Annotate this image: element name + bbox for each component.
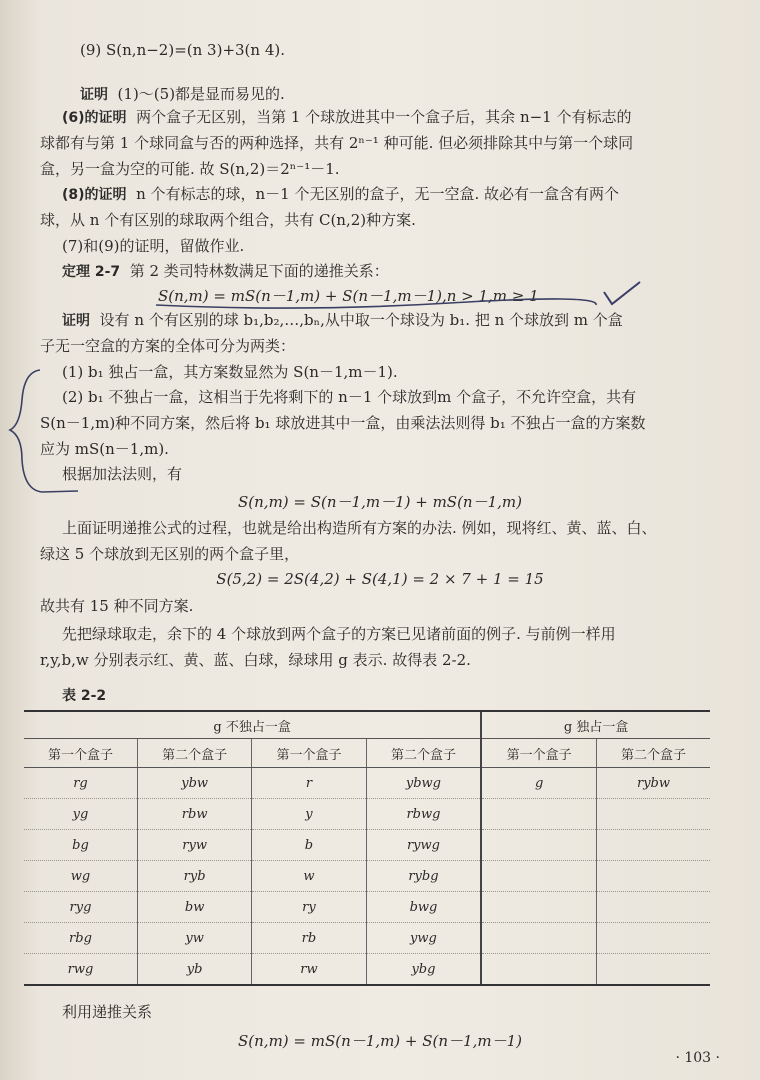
underline-mark bbox=[156, 299, 596, 308]
homework-note: (7)和(9)的证明，留做作业. bbox=[62, 237, 245, 255]
col-header: 第一个盒子 bbox=[24, 739, 137, 768]
case-2-line2: S(n－1,m)种不同方案，然后将 b₁ 球放进其中一盒，由乘法法则得 b₁ 不独占一盒的方案数 bbox=[40, 414, 646, 432]
cell: bw bbox=[137, 892, 251, 923]
page-number: · 103 · bbox=[675, 1050, 720, 1066]
proof-line2: 子无一空盒的方案的全体可分为两类： bbox=[40, 337, 296, 355]
cell: ryw bbox=[137, 830, 251, 861]
text: 设有 n 个有区别的球 b₁,b₂,…,bₙ,从中取一个球设为 b₁. 把 n 个球放到 m 个盒 bbox=[99, 311, 623, 329]
proof-6-line2: 球都有与第 1 个球同盒与否的两种选择，共有 2ⁿ⁻¹ 种可能. 但必须排除其中与第一个球同 bbox=[40, 134, 634, 152]
cell: r bbox=[252, 768, 366, 799]
label-proof-2: 证明 bbox=[62, 313, 90, 329]
text: (1)～(5)都是显而易见的. bbox=[117, 85, 285, 103]
item-9: (9) S(n,n−2)=(n 3)+3(n 4). bbox=[80, 41, 285, 59]
col-header: 第二个盒子 bbox=[366, 739, 481, 768]
formula-sum: S(n,m) = S(n－1,m－1) + mS(n－1,m) bbox=[238, 493, 522, 511]
text: n 个有标志的球，n－1 个无区别的盒子，无一空盒. 故必有一盒含有两个 bbox=[136, 185, 620, 203]
example-line4: r,y,b,w 分别表示红、黄、蓝、白球，绿球用 g 表示. 故得表 2-2. bbox=[40, 651, 471, 669]
cell: yb bbox=[137, 954, 251, 986]
cell: ybw bbox=[137, 768, 251, 799]
cell: bwg bbox=[366, 892, 481, 923]
label-theorem: 定理 2-7 bbox=[62, 264, 121, 280]
formula-s52: S(5,2) = 2S(4,2) + S(4,1) = 2 × 7 + 1 = 15 bbox=[216, 570, 544, 588]
recurrence-intro: 利用递推关系 bbox=[62, 1003, 153, 1021]
example-line3: 先把绿球取走，余下的 4 个球放到两个盒子的方案已见诸前面的例子. 与前例一样用 bbox=[62, 625, 616, 643]
group-header-g-alone: g 独占一盒 bbox=[481, 711, 710, 739]
cell: rbw bbox=[137, 799, 251, 830]
cell: ybwg bbox=[366, 768, 481, 799]
addition-rule: 根据加法法则，有 bbox=[62, 465, 183, 483]
case-2-line3: 应为 mS(n－1,m). bbox=[40, 440, 169, 458]
text: 两个盒子无区别，当第 1 个球放进其中一个盒子后，其余 n−1 个有标志的 bbox=[136, 108, 632, 126]
cell: yg bbox=[24, 799, 137, 830]
recurrence-formula: S(n,m) = mS(n－1,m) + S(n－1,m－1),n > 1,m ≥ 1 bbox=[158, 287, 539, 305]
example-line1: 上面证明递推公式的过程，也就是给出构造所有方案的办法. 例如，现将红、黄、蓝、白、 bbox=[62, 519, 657, 537]
cell: rb bbox=[252, 923, 366, 954]
cell: g bbox=[481, 768, 596, 799]
label-proof: 证明 bbox=[80, 87, 108, 103]
cell: rbwg bbox=[366, 799, 481, 830]
col-header: 第一个盒子 bbox=[252, 739, 366, 768]
example-result: 故共有 15 种不同方案. bbox=[40, 597, 194, 615]
cell: rbg bbox=[24, 923, 137, 954]
cell: rywg bbox=[366, 830, 481, 861]
cell: rybw bbox=[596, 768, 710, 799]
cell: ry bbox=[252, 892, 366, 923]
case-1: (1) b₁ 独占一盒，其方案数显然为 S(n－1,m－1). bbox=[62, 363, 398, 381]
case-2-line1: (2) b₁ 不独占一盒，这相当于先将剩下的 n－1 个球放到m 个盒子，不允许空盒，共有 bbox=[62, 388, 637, 406]
cell: b bbox=[252, 830, 366, 861]
cell: ywg bbox=[366, 923, 481, 954]
cell: wg bbox=[24, 861, 137, 892]
col-header: 第二个盒子 bbox=[596, 739, 710, 768]
col-header: 第二个盒子 bbox=[137, 739, 251, 768]
cell: rybg bbox=[366, 861, 481, 892]
check-mark-icon bbox=[604, 282, 640, 304]
table-title: 表 2-2 bbox=[62, 688, 107, 704]
cell: ryb bbox=[137, 861, 251, 892]
proof-6-line3: 盒，另一盒为空的可能. 故 S(n,2)＝2ⁿ⁻¹－1. bbox=[40, 160, 340, 178]
group-header-g-not-alone: g 不独占一盒 bbox=[24, 711, 481, 739]
label-proof-8: (8)的证明 bbox=[62, 187, 127, 203]
text: 第 2 类司特林数满足下面的递推关系： bbox=[129, 262, 389, 280]
cell: yw bbox=[137, 923, 251, 954]
cell: bg bbox=[24, 830, 137, 861]
cell: ybg bbox=[366, 954, 481, 986]
proof-8-line2: 球，从 n 个有区别的球取两个组合，共有 C(n,2)种方案. bbox=[40, 211, 416, 229]
cell: rg bbox=[24, 768, 137, 799]
example-line2: 绿这 5 个球放到无区别的两个盒子里， bbox=[40, 545, 300, 563]
cell: w bbox=[252, 861, 366, 892]
recurrence-formula-2: S(n,m) = mS(n－1,m) + S(n－1,m－1) bbox=[238, 1032, 522, 1050]
cell: rw bbox=[252, 954, 366, 986]
cell: rwg bbox=[24, 954, 137, 986]
label-proof-6: (6)的证明 bbox=[62, 110, 127, 126]
bracket-mark bbox=[10, 370, 78, 492]
col-header: 第一个盒子 bbox=[481, 739, 596, 768]
cell: ryg bbox=[24, 892, 137, 923]
cell: y bbox=[252, 799, 366, 830]
